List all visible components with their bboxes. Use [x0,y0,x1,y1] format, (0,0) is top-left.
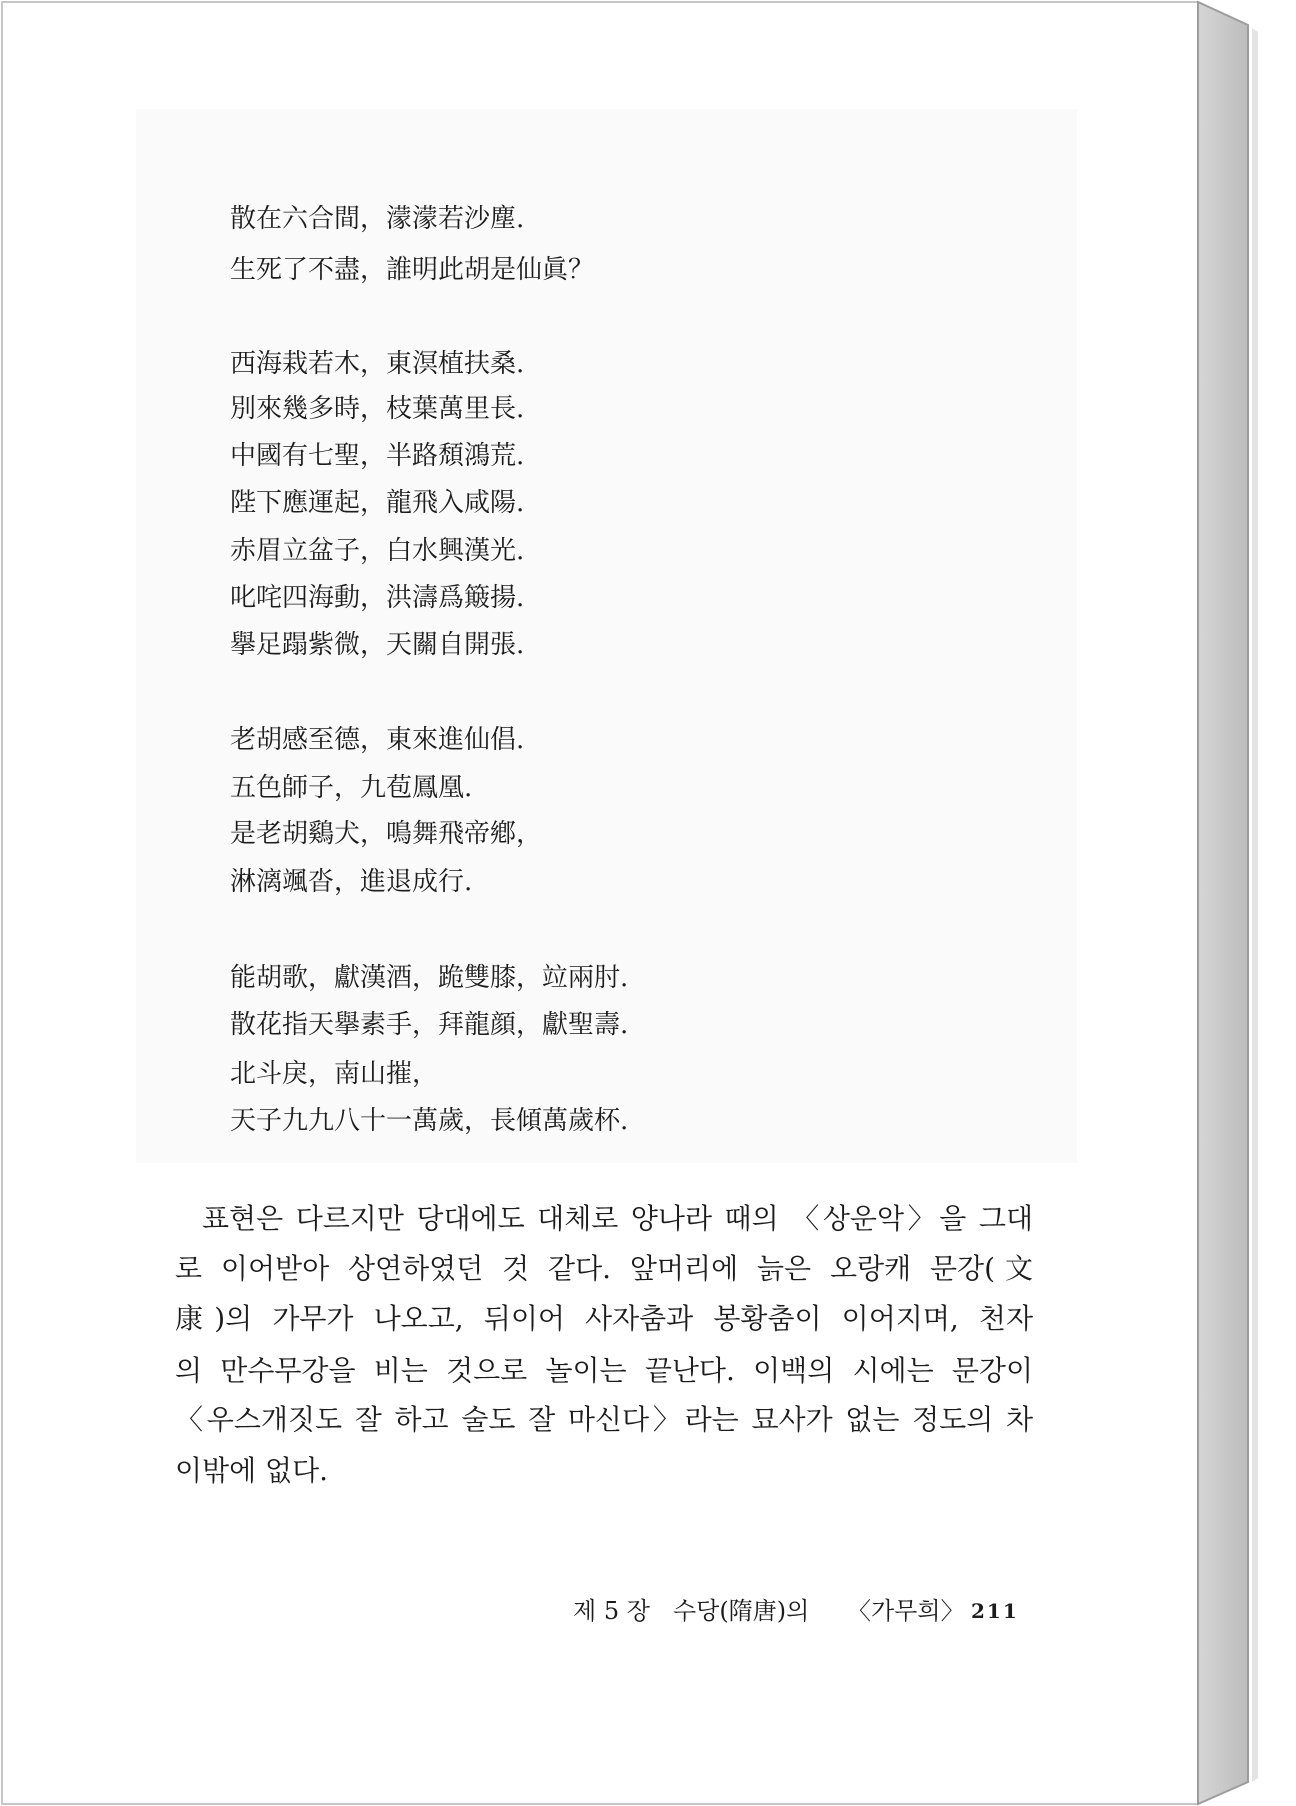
poem-line: 淋漓颯沓，進退成行. [230,867,473,897]
poem-line: 五色師子，九苞鳳凰. [230,773,473,803]
book-edge-shadow [1252,28,1258,1782]
book-edge [1198,2,1248,1804]
poem-line: 是老胡鷄犬，鳴舞飛帝鄕， [230,819,543,849]
paragraph-line: 〈우스개짓도 잘 하고 술도 잘 마신다〉라는 묘사가 없는 정도의 차 [175,1403,1033,1436]
paragraph-line: 표현은 다르지만 당대에도 대체로 양나라 때의 〈상운악〉을 그대 [202,1202,1033,1235]
paragraph-line: 이밖에 없다. [175,1454,329,1487]
poem-line: 天子九九八十一萬歲，長傾萬歲杯. [230,1106,629,1136]
paragraph-line: 康)의 가무가 나오고, 뒤이어 사자춤과 봉황춤이 이어지며, 천자 [175,1302,1033,1335]
paragraph-line: 의 만수무강을 비는 것으로 놀이는 끝난다. 이백의 시에는 문강이 [175,1354,1033,1387]
poem-line: 叱咤四海動，洪濤爲簸揚. [230,583,525,613]
poem-line: 擧足蹋紫微，天關自開張. [230,630,525,660]
chapter-title: 수당(隋唐)의 [673,1597,810,1625]
chapter-subtitle: 〈가무희〉 [847,1597,965,1625]
poem-line: 別來幾多時，枝葉萬里長. [230,394,525,424]
paragraph-line: 로 이어받아 상연하였던 것 같다. 앞머리에 늙은 오랑캐 문강(文 [175,1252,1033,1285]
poem-line: 北斗戾，南山摧， [230,1059,439,1089]
poem-line: 老胡感至德，東來進仙倡. [230,725,525,755]
poem-line: 生死了不盡，誰明此胡是仙眞？ [230,255,595,285]
poem-line: 能胡歌，獻漢酒，跪雙膝，竝兩肘. [230,963,629,993]
poem-line: 陛下應運起，龍飛入咸陽. [230,488,525,518]
poem-line: 散花指天擧素手，拜龍顔，獻聖壽. [230,1010,629,1040]
poem-line: 中國有七聖，半路頹鴻荒. [230,441,525,471]
poem-line: 赤眉立盆子，白水興漢光. [230,536,525,566]
page-number: 211 [971,1599,1019,1623]
poem-line: 西海栽若木，東溟植扶桑. [230,349,525,379]
poem-line: 散在六合間，濛濛若沙塵. [230,204,525,234]
chapter-label: 제 5 장 [573,1597,650,1625]
